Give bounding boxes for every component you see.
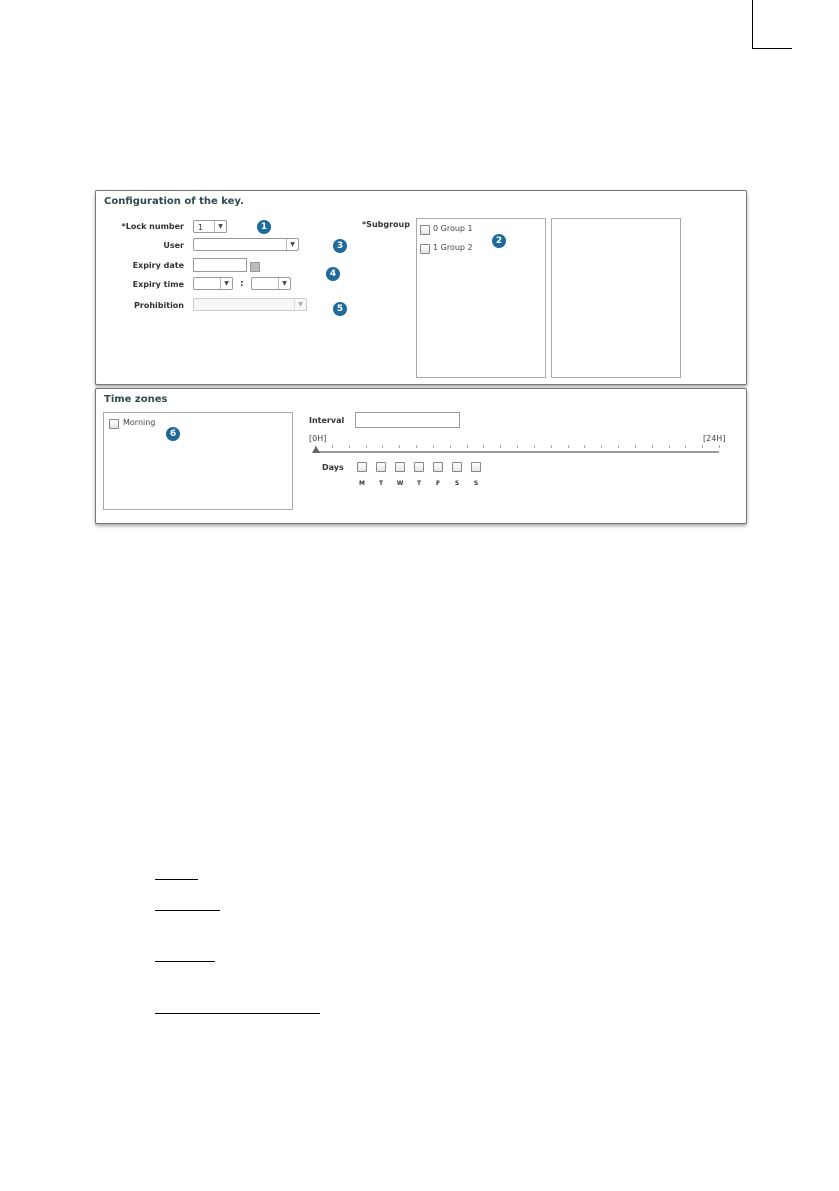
time-range-slider[interactable] [315,443,719,457]
slider-tick [332,445,333,448]
time-separator: : [240,279,244,289]
slider-thumb[interactable] [312,446,320,453]
crop-mark-horizontal [752,48,792,49]
callout-badge-6: 6 [166,427,180,441]
callout-badge-5: 5 [333,302,347,316]
slider-tick [635,445,636,448]
document-underline [155,879,198,880]
expiry-time-label: Expiry time [132,280,184,289]
slider-tick [601,445,602,448]
chevron-down-icon: ▼ [286,239,298,250]
day-label: T [378,480,384,487]
days-row [357,462,487,488]
calendar-icon[interactable] [250,262,260,272]
subgroup-checkbox-1[interactable] [420,244,430,254]
slider-tick [366,445,367,448]
crop-mark-vertical [752,0,753,48]
prohibition-select[interactable] [193,298,307,311]
slider-tick [467,445,468,448]
chevron-down-icon: ▼ [214,221,226,232]
subgroup-list[interactable] [416,218,546,378]
expiry-date-label: Expiry date [132,261,184,270]
time-zone-item-label: Morning [123,418,156,427]
day-checkbox-5[interactable] [452,462,462,472]
slider-track-line [315,451,719,453]
document-underline [155,910,220,911]
slider-tick [702,445,703,448]
subgroup-selected-list[interactable] [551,218,681,378]
time-zones-list[interactable] [103,412,293,510]
subgroup-item-label: 0 Group 1 [433,224,473,233]
user-label: User [163,241,184,250]
day-checkbox-2[interactable] [395,462,405,472]
day-label: F [435,480,441,487]
slider-tick [483,445,484,448]
lock-number-label: *Lock number [121,222,184,231]
interval-label: Interval [309,416,345,425]
slider-tick [433,445,434,448]
callout-badge-4: 4 [326,267,340,281]
slider-tick [450,445,451,448]
interval-input[interactable] [355,412,460,428]
document-underline [155,1013,320,1014]
slider-tick [382,445,383,448]
slider-tick [652,445,653,448]
slider-tick [500,445,501,448]
slider-tick [416,445,417,448]
subgroup-checkbox-0[interactable] [420,225,430,235]
slider-tick [618,445,619,448]
day-label: S [473,480,479,487]
callout-badge-1: 1 [257,220,271,234]
subgroup-item-label: 1 Group 2 [433,243,473,252]
slider-end-label: [24H] [703,434,726,443]
slider-tick [551,445,552,448]
day-label: M [359,480,365,487]
day-checkbox-4[interactable] [433,462,443,472]
slider-tick [584,445,585,448]
document-underline [155,961,215,962]
slider-tick [568,445,569,448]
time-zone-checkbox-0[interactable] [109,419,119,429]
chevron-down-icon: ▼ [294,299,306,310]
day-checkbox-6[interactable] [471,462,481,472]
lock-number-select[interactable] [193,220,227,233]
user-select[interactable] [193,238,299,251]
key-configuration-panel [95,190,747,385]
day-label: T [416,480,422,487]
callout-badge-3: 3 [333,239,347,253]
slider-tick [534,445,535,448]
day-checkbox-0[interactable] [357,462,367,472]
prohibition-label: Prohibition [134,301,184,310]
expiry-date-input[interactable] [193,258,247,272]
days-label: Days [322,463,344,472]
expiry-hour-select[interactable] [193,277,233,290]
slider-tick [399,445,400,448]
slider-tick [719,445,720,448]
expiry-minute-select[interactable] [251,277,291,290]
chevron-down-icon: ▼ [278,278,290,289]
lock-number-value: 1 [198,223,204,232]
slider-tick [517,445,518,448]
day-checkbox-3[interactable] [414,462,424,472]
callout-badge-2: 2 [492,234,506,248]
day-label: W [396,480,404,487]
day-label: S [454,480,460,487]
slider-tick [349,445,350,448]
slider-start-label: [0H] [309,434,327,443]
slider-tick [669,445,670,448]
panel-title: Time zones [104,394,168,405]
day-checkbox-1[interactable] [376,462,386,472]
chevron-down-icon: ▼ [220,278,232,289]
subgroup-label: *Subgroup [362,220,410,229]
time-zones-panel [95,388,747,524]
slider-tick [685,445,686,448]
panel-title: Configuration of the key. [104,196,244,207]
